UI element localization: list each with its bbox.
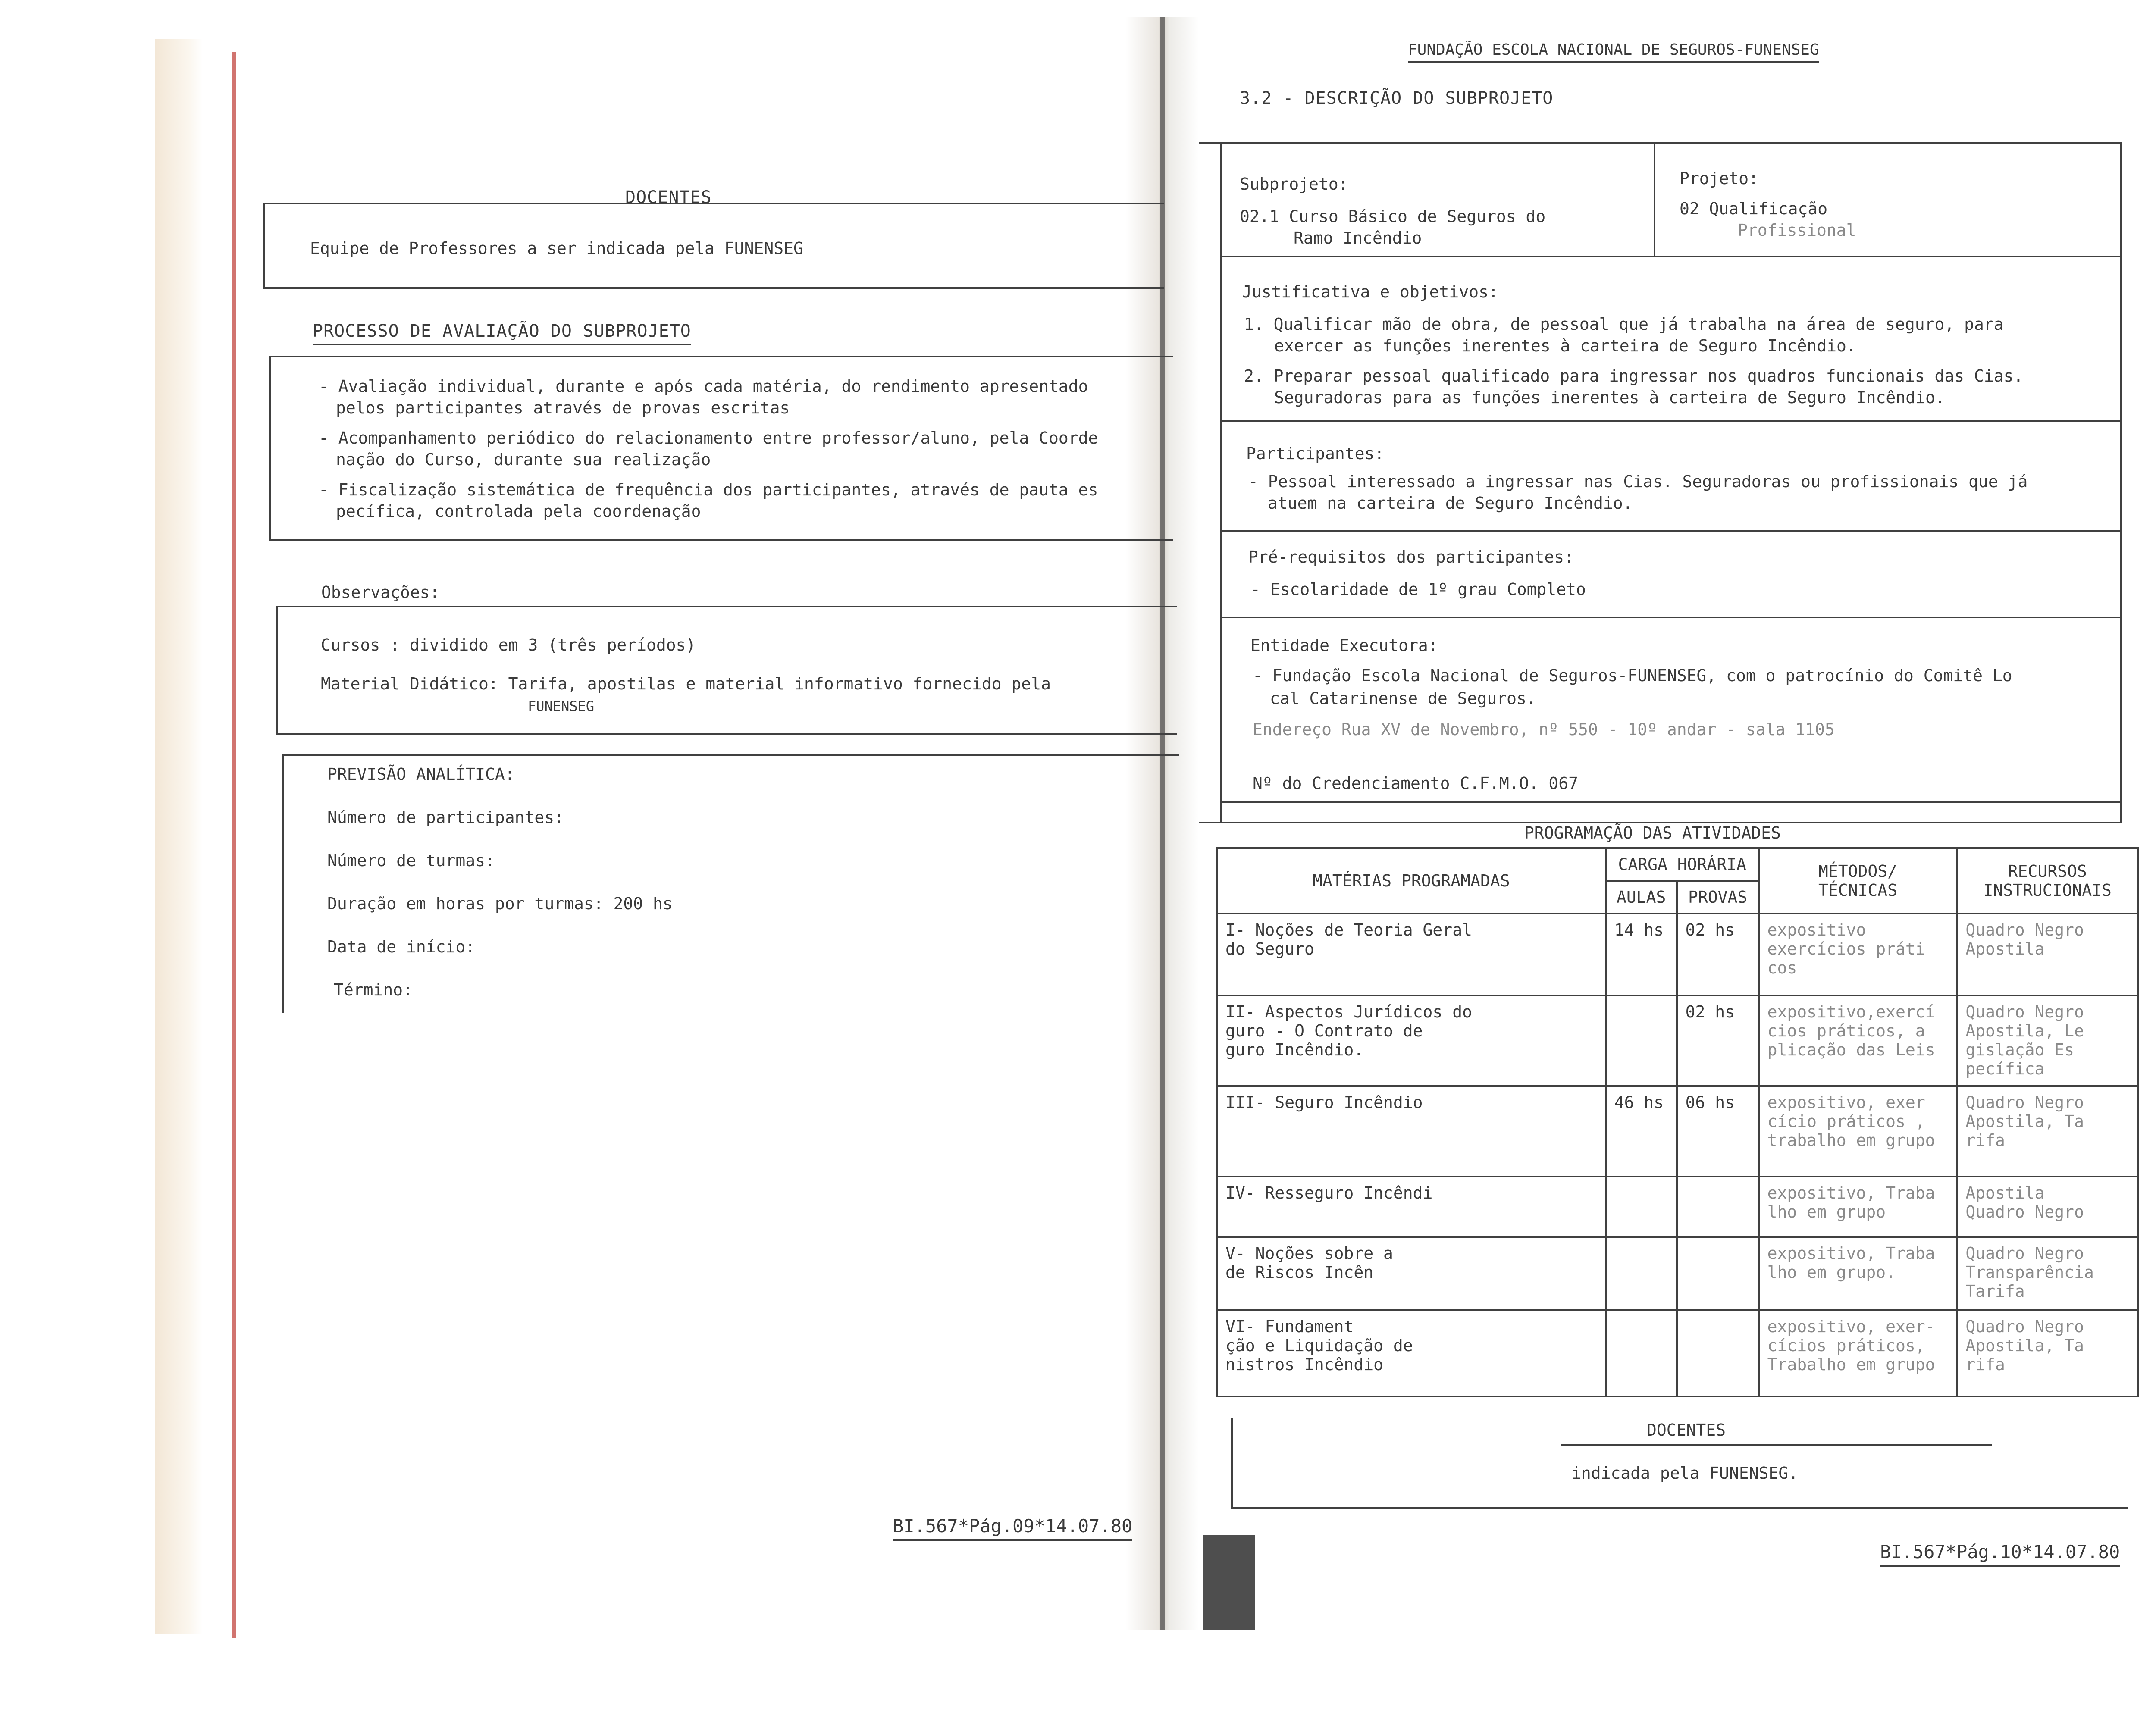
- cursos-text: Cursos : dividido em 3 (três períodos): [321, 635, 696, 654]
- row-5-recursos: Quadro Negro Transparência Tarifa: [1957, 1237, 2138, 1310]
- programacao-top-line: [1220, 801, 2122, 803]
- table-row: [1217, 1177, 2138, 1237]
- right-header: FUNDAÇÃO ESCOLA NACIONAL DE SEGUROS-FUNENSEG: [1408, 41, 1819, 63]
- row-2-metodos: expositivo,exercí cios práticos, a plicação das Leis: [1759, 995, 1957, 1086]
- previsao-item-5: Término:: [334, 980, 413, 999]
- frame-left-line: [1220, 142, 1222, 823]
- observacoes-box: [276, 606, 1177, 735]
- row-3-aulas: 46 hs: [1606, 1086, 1677, 1177]
- row-1-materia: I- Noções de Teoria Geral do Seguro: [1217, 914, 1606, 995]
- programacao-table: [1216, 847, 2139, 1397]
- previsao-box: [282, 754, 1179, 1013]
- row-6-aulas: [1606, 1310, 1677, 1396]
- left-page-edge: [155, 39, 203, 1634]
- justificativa-1b: exercer as funções inerentes à carteira de Seguro Incêndio.: [1274, 336, 1856, 355]
- row-2-recursos: Quadro Negro Apostila, Le gislação Es pecífica: [1957, 995, 2138, 1086]
- credenciamento-text: Nº do Credenciamento C.F.M.O. 067: [1253, 774, 1578, 793]
- th-materias: MATÉRIAS PROGRAMADAS: [1217, 848, 1606, 914]
- entidade-title: Entidade Executora:: [1250, 636, 1438, 655]
- left-page-red-edge: [232, 52, 236, 1638]
- th-metodos: MÉTODOS/ TÉCNICAS: [1759, 848, 1957, 914]
- processo-item-3-line1: - Fiscalização sistemática de frequência dos participantes, através de pauta es: [319, 480, 1098, 499]
- row-4-provas: [1677, 1177, 1759, 1237]
- processo-item-2-line1: - Acompanhamento periódico do relacionamento entre professor/aluno, pela Coorde: [319, 429, 1098, 448]
- row-2-materia: II- Aspectos Jurídicos do guro - O Contrato de guro Incêndio.: [1217, 995, 1606, 1086]
- th-carga: CARGA HORÁRIA: [1606, 848, 1759, 881]
- row-6-materia: VI- Fundament ção e Liquidação de nistros Incêndio: [1217, 1310, 1606, 1396]
- prereq-text: - Escolaridade de 1º grau Completo: [1250, 580, 1586, 599]
- row-3-materia: III- Seguro Incêndio: [1217, 1086, 1606, 1177]
- left-docentes-box: [263, 203, 1164, 289]
- projeto-line1: 02 Qualificação: [1680, 199, 1828, 218]
- row-1-metodos: expositivo exercícios práti cos: [1759, 914, 1957, 995]
- row-6-metodos: expositivo, exer- cícios práticos, Trabalho em grupo: [1759, 1310, 1957, 1396]
- left-docentes-title: DOCENTES: [625, 188, 712, 207]
- left-footer: BI.567*Pág.09*14.07.80: [893, 1515, 1132, 1541]
- row-6-provas: [1677, 1310, 1759, 1396]
- processo-item-2-line2: nação do Curso, durante sua realização: [336, 450, 711, 469]
- right-docentes-text: indicada pela FUNENSEG.: [1571, 1464, 1799, 1483]
- row-1-provas: 02 hs: [1677, 914, 1759, 995]
- row-4-metodos: expositivo, Traba lho em grupo: [1759, 1177, 1957, 1237]
- justificativa-title: Justificativa e objetivos:: [1242, 282, 1498, 301]
- projeto-line2: Profissional: [1738, 221, 1856, 240]
- section-title: 3.2 - DESCRIÇÃO DO SUBPROJETO: [1240, 88, 1554, 108]
- programacao-title: PROGRAMAÇÃO DAS ATIVIDADES: [1524, 823, 1781, 842]
- row-6-recursos: Quadro Negro Apostila, Ta rifa: [1957, 1310, 2138, 1396]
- projeto-label: Projeto:: [1680, 169, 1759, 188]
- subprojeto-bottom-line: [1220, 256, 2122, 257]
- entidade-a: - Fundação Escola Nacional de Seguros-FUNENSEG, com o patrocínio do Comitê Lo: [1253, 666, 2012, 685]
- participantes-title: Participantes:: [1246, 444, 1385, 463]
- justificativa-2a: 2. Preparar pessoal qualificado para ingressar nos quadros funcionais das Cias.: [1244, 366, 2024, 385]
- subprojeto-line2: Ramo Incêndio: [1294, 228, 1422, 247]
- right-docentes-underline: [1561, 1444, 1992, 1446]
- subprojeto-line1: 02.1 Curso Básico de Seguros do: [1240, 207, 1546, 226]
- participantes-bottom-line: [1220, 530, 2122, 532]
- row-5-metodos: expositivo, Traba lho em grupo.: [1759, 1237, 1957, 1310]
- right-docentes-title: DOCENTES: [1647, 1421, 1726, 1440]
- th-recursos: RECURSOS INSTRUCIONAIS: [1957, 848, 2138, 914]
- prereq-bottom-line: [1220, 617, 2122, 618]
- table-row: [1217, 1237, 2138, 1310]
- row-4-recursos: Apostila Quadro Negro: [1957, 1177, 2138, 1237]
- row-4-materia: IV- Resseguro Incêndi: [1217, 1177, 1606, 1237]
- subprojeto-divider: [1654, 142, 1655, 257]
- justificativa-2b: Seguradoras para as funções inerentes à carteira de Seguro Incêndio.: [1274, 388, 1945, 407]
- observacoes-title: Observações:: [321, 583, 440, 602]
- previsao-item-1: Número de participantes:: [327, 808, 564, 827]
- previsao-item-3: Duração em horas por turmas: 200 hs: [327, 894, 673, 913]
- previsao-item-2: Número de turmas:: [327, 851, 495, 870]
- table-row: [1217, 1086, 2138, 1177]
- material-line2: FUNENSEG: [528, 698, 595, 714]
- previsao-title: PREVISÃO ANALÍTICA:: [327, 765, 515, 784]
- th-provas: PROVAS: [1677, 881, 1759, 914]
- row-3-metodos: expositivo, exer cício práticos , trabalho em grupo: [1759, 1086, 1957, 1177]
- justificativa-1a: 1. Qualificar mão de obra, de pessoal que já trabalha na área de seguro, para: [1244, 315, 2004, 334]
- row-5-provas: [1677, 1237, 1759, 1310]
- row-5-aulas: [1606, 1237, 1677, 1310]
- endereco-text: Endereço Rua XV de Novembro, nº 550 - 10º andar - sala 1105: [1253, 720, 1835, 739]
- table-row: [1217, 914, 2138, 995]
- material-line1: Material Didático: Tarifa, apostilas e material informativo fornecido pela: [321, 674, 1051, 693]
- gutter-shadow-bottom: [1203, 1535, 1255, 1630]
- processo-box: [270, 356, 1173, 541]
- row-1-recursos: Quadro Negro Apostila: [1957, 914, 2138, 995]
- row-3-recursos: Quadro Negro Apostila, Ta rifa: [1957, 1086, 2138, 1177]
- row-2-provas: 02 hs: [1677, 995, 1759, 1086]
- row-2-aulas: [1606, 995, 1677, 1086]
- table-row: [1217, 995, 2138, 1086]
- previsao-item-4: Data de início:: [327, 937, 476, 956]
- participantes-a: - Pessoal interessado a ingressar nas Cias. Seguradoras ou profissionais que já: [1248, 472, 2028, 491]
- row-5-materia: V- Noções sobre a de Riscos Incên: [1217, 1237, 1606, 1310]
- processo-item-1-line1: - Avaliação individual, durante e após cada matéria, do rendimento apresentado: [319, 377, 1088, 396]
- row-3-provas: 06 hs: [1677, 1086, 1759, 1177]
- justificativa-bottom-line: [1220, 420, 2122, 422]
- right-footer: BI.567*Pág.10*14.07.80: [1880, 1541, 2120, 1567]
- processo-item-1-line2: pelos participantes através de provas escritas: [336, 398, 790, 417]
- left-docentes-text: Equipe de Professores a ser indicada pela FUNENSEG: [310, 239, 803, 258]
- processo-item-3-line2: pecífica, controlada pela coordenação: [336, 502, 701, 521]
- th-aulas: AULAS: [1606, 881, 1677, 914]
- prereq-title: Pré-requisitos dos participantes:: [1248, 548, 1574, 567]
- table-row: [1217, 1310, 2138, 1396]
- entidade-b: cal Catarinense de Seguros.: [1270, 689, 1536, 708]
- subprojeto-label: Subprojeto:: [1240, 175, 1348, 194]
- row-4-aulas: [1606, 1177, 1677, 1237]
- row-1-aulas: 14 hs: [1606, 914, 1677, 995]
- right-docentes-box: [1231, 1418, 2128, 1509]
- processo-title: PROCESSO DE AVALIAÇÃO DO SUBPROJETO: [313, 321, 691, 345]
- participantes-b: atuem na carteira de Seguro Incêndio.: [1268, 494, 1633, 513]
